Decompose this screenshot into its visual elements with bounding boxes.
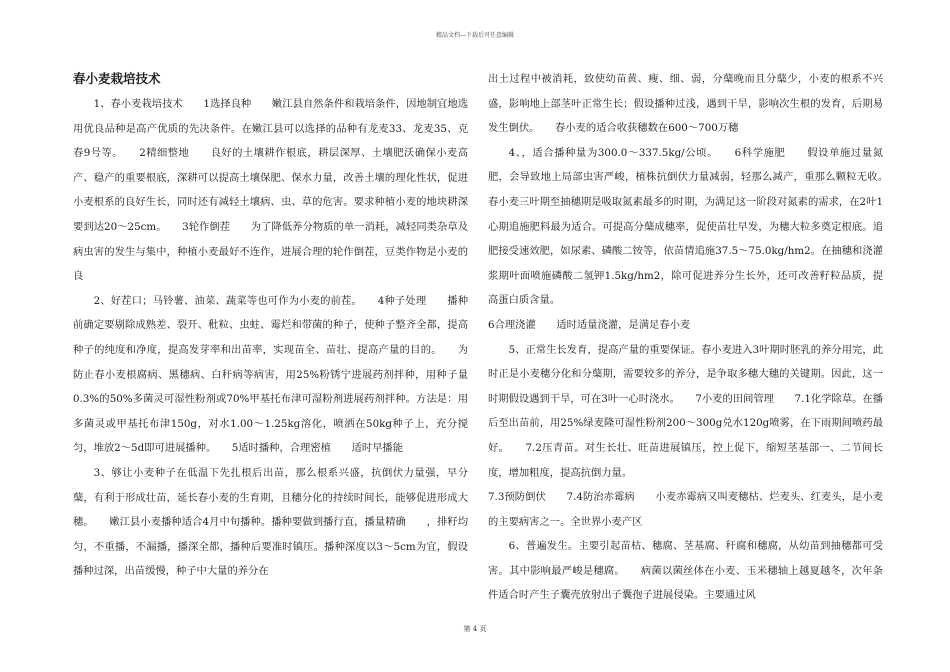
- left-column: [73, 67, 468, 584]
- page-header: 精品文档---下载后可任意编辑: [435, 32, 515, 39]
- paragraph: 6合理浇灌 适时适量浇灌，是满足春小麦: [488, 318, 691, 331]
- paragraph: 1、春小麦栽培技术 1选择良种 嫩江县自然条件和栽培条件，因地制宜地选用优良品种是高产优质的先决条件。在嫩江县可以选择的品种有龙麦33、龙麦35、克春9号等。 2精细整地 良好的土壤耕作根底，耕层深厚、土壤肥沃确保小麦高产、稳产的重要根底，深耕可以提高土壤保肥、保水力量，改善土壤的理化性状，促进小麦根系的良好生长，同时还有减轻土壤病、虫、草的危害。要求种植小麦的地块耕深要到达20～25cm。 3轮作倒茬 为了降低养分物质的单一消耗，减轻同类杂草及病虫害的发生与集中，种植小麦最好不连作，进展合理的轮作倒茬，豆类作物是小麦的良: [73, 98, 468, 283]
- paragraph: 3、够让小麦种子在低温下先扎根后出苗，那么根系兴盛，抗倒伏力量强，早分蘖，有利于形成壮苗，延长春小麦的生育期，且穗分化的持续时间长，能够促进形成大穗。 嫩江县小麦播种适合4月中旬播种。播种要做到播行直，播量精确 ，排籽均匀，不重播，不漏播，播深全都，播种后要准时镇压。播种深度以3～5cm为宜，假设播种过深，出苗缓慢，种子中大量的养分在: [73, 466, 468, 578]
- paragraph: 7.3预防倒伏 7.4防治赤霉病 小麦赤霉病又叫麦穗枯、烂麦头、红麦头，是小麦的主要病害之一。全世界小麦产区: [488, 491, 883, 528]
- paragraph: 4、，适合播种量为300.0～337.5kg/公顷。 6科学施肥 假设单施过量氮肥，会导致地上局部虫害严峻，植株抗倒伏力量减弱，轻那么减产，重那么颗粒无收。 春小麦三叶期至抽穗期是吸取氮素最多的时期，为满足这一阶段对氮素的需求，在2叶1心期追施肥料最为适合。可提高分蘖成穗率，促使苗壮早发，为穗大粒多奠定根底。追肥接受速效肥，如尿素、磷酸二铵等，依苗情追施37.5～75.0kg/hm2。在抽穗和浇灌浆期叶面喷施磷酸二氢钾1.5kg/hm2，除可促进养分生长外，还可改善籽粒品质，提高蛋白质含量。: [488, 146, 904, 307]
- page-footer: 第 4 页: [463, 625, 487, 633]
- document-title: 春小麦栽培技术: [73, 71, 161, 86]
- paragraph: 5、正常生长发育，提高产量的重要保证。春小麦进入3叶期时胚乳的养分用完，此时正是小麦穗分化和分蘖期，需要较多的养分，是争取多穗大穗的关键期。因此，这一时期假设遇到干旱，可在3叶一心时浇水。 7小麦的田间管理 7.1化学除草。在播后至出苗前，用25%绿麦隆可湿性粉剂200～300g兑水120g喷雾，在下雨期间喷药最好。 7.2压青苗。对生长壮、旺苗进展镇压，控上促下，缩短茎基部一、二节间长度，增加粗度，提高抗倒力量。: [488, 343, 884, 479]
- paragraph: 2、好茬口；马铃薯、油菜、蔬菜等也可作为小麦的前茬。 4种子处理 播种前确定要剔除成熟差、裂开、秕粒、虫蛀、霉烂和带菌的种子，使种子整齐全都，提高种子的纯度和净度，提高发芽率和出苗率，实现苗全、苗壮、提高产量的目的。 为防止春小麦根腐病、黑穗病、白秆病等病害，用25%粉锈宁进展药剂拌种，用种子量0.3%的50%多菌灵可湿性粉剂或70%甲基托布津可湿粉剂进展药剂拌种。方法是：用多菌灵或甲基托布津150g，对水1.00～1.25kg溶化，喷洒在50kg种子上，充分搅匀，堆放2～5d即可进展播种。 5适时播种，合理密植 适时早播能: [73, 294, 468, 455]
- paragraph: 出土过程中被消耗，致使幼苗黄、瘦、细、弱，分蘖晚而且分蘖少，小麦的根系不兴盛，影响地上部茎叶正常生长；假设播种过浅，遇到干旱，影响次生根的发育，后期易发生倒伏。 春小麦的适合收获穗数在600～700万穗: [488, 73, 883, 135]
- paragraph: 6、普遍发生。主要引起苗枯、穗腐、茎基腐、秆腐和穗腐，从幼苗到抽穗都可受害。其中影响最严峻是穗腐。 病菌以菌丝体在小麦、玉米穗轴上越夏越冬，次年条件适合时产生子囊壳放射出子囊孢子进展侵染。主要通过风: [488, 540, 883, 602]
- right-column: [488, 67, 904, 608]
